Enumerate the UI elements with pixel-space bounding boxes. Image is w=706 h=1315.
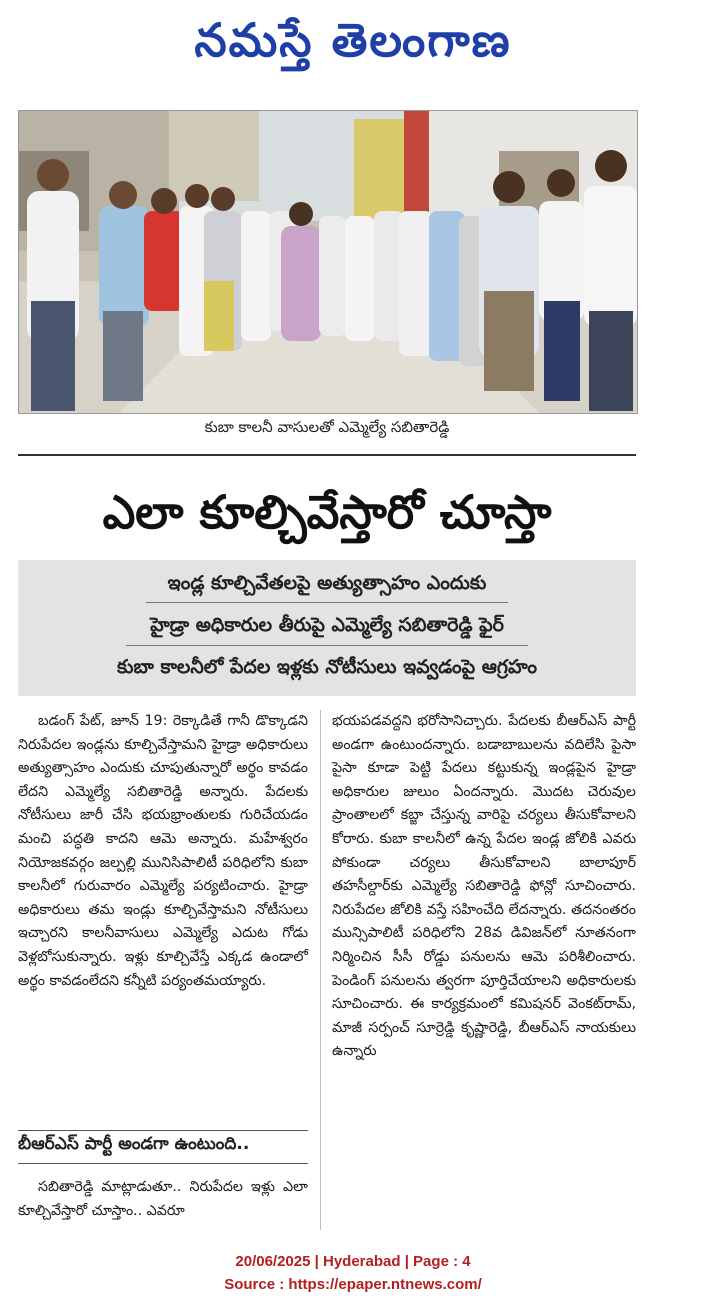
subheadline-box xyxy=(18,560,636,696)
footer-source-link[interactable]: Source : https://epaper.ntnews.com/ xyxy=(224,1276,482,1293)
subheadline-2: హైడ్రా అధికారుల తీరుపై ఎమ్మెల్యే సబితారెడ్డి ఫైర్ xyxy=(150,614,504,636)
section-subheading: బీఆర్ఎస్ పార్టీ అండగా ఉంటుంది.. xyxy=(18,1134,250,1154)
divider xyxy=(18,454,636,456)
article-column-left xyxy=(18,710,308,993)
box-heading-rule-bottom xyxy=(18,1163,308,1164)
article-paragraph: భయపడవద్దని భరోసానిచ్చారు. పేదలకు బీఆర్ఎస్ పార్టీ అండగా ఉంటుందన్నారు. బడాబాబులను వదిలేసి పైసా పైసా కూడా పెట్టి పేదలు కట్టుకున్న ఇండ్లపైన హైడ్రా అధికారుల జులుం ఏందన్నారు. మొదట చెరువుల ప్రాంతాలలో కబ్జా చేస్తున్న వారిపై చర్యలు తీసుకోవాలని కోరారు. కుబా కాలనీలో ఉన్న పేదల ఇండ్ల జోలికి ఎవరు పోకుండా చర్యలు తీసుకోవాలని బాలాపూర్ తహసీల్దార్‌కు ఎమ్మెల్యే సబితారెడ్డి ఫోన్లో సూచించారు. నిరుపేదల జోలికి వస్తే సహించేది లేదన్నారు. తదనంతరం మున్సిపాలిటీ పరిధిలోని 28వ డివిజన్‌లో నూతనంగా నిర్మించిన సీసీ రోడ్డు పనులను ఆమె పరిశీలించారు. పెండింగ్ పనులను త్వరగా పూర్తిచేయాలని అధికారులకు సూచించారు. ఈ కార్యక్రమంలో కమిషనర్ వెంకట్‌రామ్, మాజీ సర్పంచ్ సూర్రెడ్డి కృష్ణారెడ్డి, బీఆర్ఎస్ నాయకులు ఉన్నారు xyxy=(332,713,636,1060)
masthead-logo: నమస్తే తెలంగాణ xyxy=(194,13,512,67)
subheadline-rule xyxy=(146,602,508,603)
headline: ఎలా కూల్చివేస్తారో చూస్తా xyxy=(102,485,552,539)
subheadline-1: ఇండ్ల కూల్చివేతలపై అత్యుత్సాహం ఎందుకు xyxy=(167,572,487,594)
footer-date-edition: 20/06/2025 | Hyderabad | Page : 4 xyxy=(235,1253,471,1270)
subheadline-3: కుబా కాలనీలో పేదల ఇళ్లకు నోటీసులు ఇవ్వడంపై ఆగ్రహం xyxy=(116,656,537,678)
column-divider xyxy=(320,710,321,1230)
box-heading-rule-top xyxy=(18,1130,308,1131)
article-column-right xyxy=(332,710,636,1064)
news-photo xyxy=(18,110,638,414)
article-paragraph: బడంగ్ పేట్, జూన్ 19: రెక్కాడితే గానీ డొక్కాడని నిరుపేదల ఇండ్లను కూల్చివేస్తామని హైడ్రా అధికారులు అత్యుత్సాహం ఎందుకు చూపుతున్నారో అర్థం కావడం లేదని ఎమ్మెల్యే సబితారెడ్డి అన్నారు. పేదలకు నోటీసులు జారీ చేసి భయభ్రాంతులకు గురిచేయడం మంచి పద్ధతి కాదని ఆమె అన్నారు. మహేశ్వరం నియోజకవర్గం జల్పల్లి మునిసిపాలిటీ పరిధిలోని కుబా కాలనీలో గురువారం ఎమ్మెల్యే పర్యటించారు. హైడ్రా అధికారులు తమ ఇండ్లు కూల్చివేస్తామని నోటీసులు ఇచ్చారని కాలనీవాసులు ఎమ్మెల్యే ఎదుట గోడు వెళ్లబోసుకున్నారు. ఇళ్లు కూల్చివేస్తే ఎక్కడ ఉండాలో అర్థం కావడంలేదని కన్నీటి పర్యంతమయ్యారు. xyxy=(18,713,308,989)
photo-caption: కుబా కాలనీ వాసులతో ఎమ్మెల్యే సబితారెడ్డి xyxy=(204,418,450,436)
article-column-left-continued xyxy=(18,1176,308,1223)
subheadline-rule xyxy=(126,645,528,646)
group-photo-illustration xyxy=(19,111,637,413)
article-paragraph: సబితారెడ్డి మాట్లాడుతూ.. నిరుపేదల ఇళ్లు ఎలా కూల్చివేస్తారో చూస్తాం.. ఎవరూ xyxy=(18,1179,308,1219)
